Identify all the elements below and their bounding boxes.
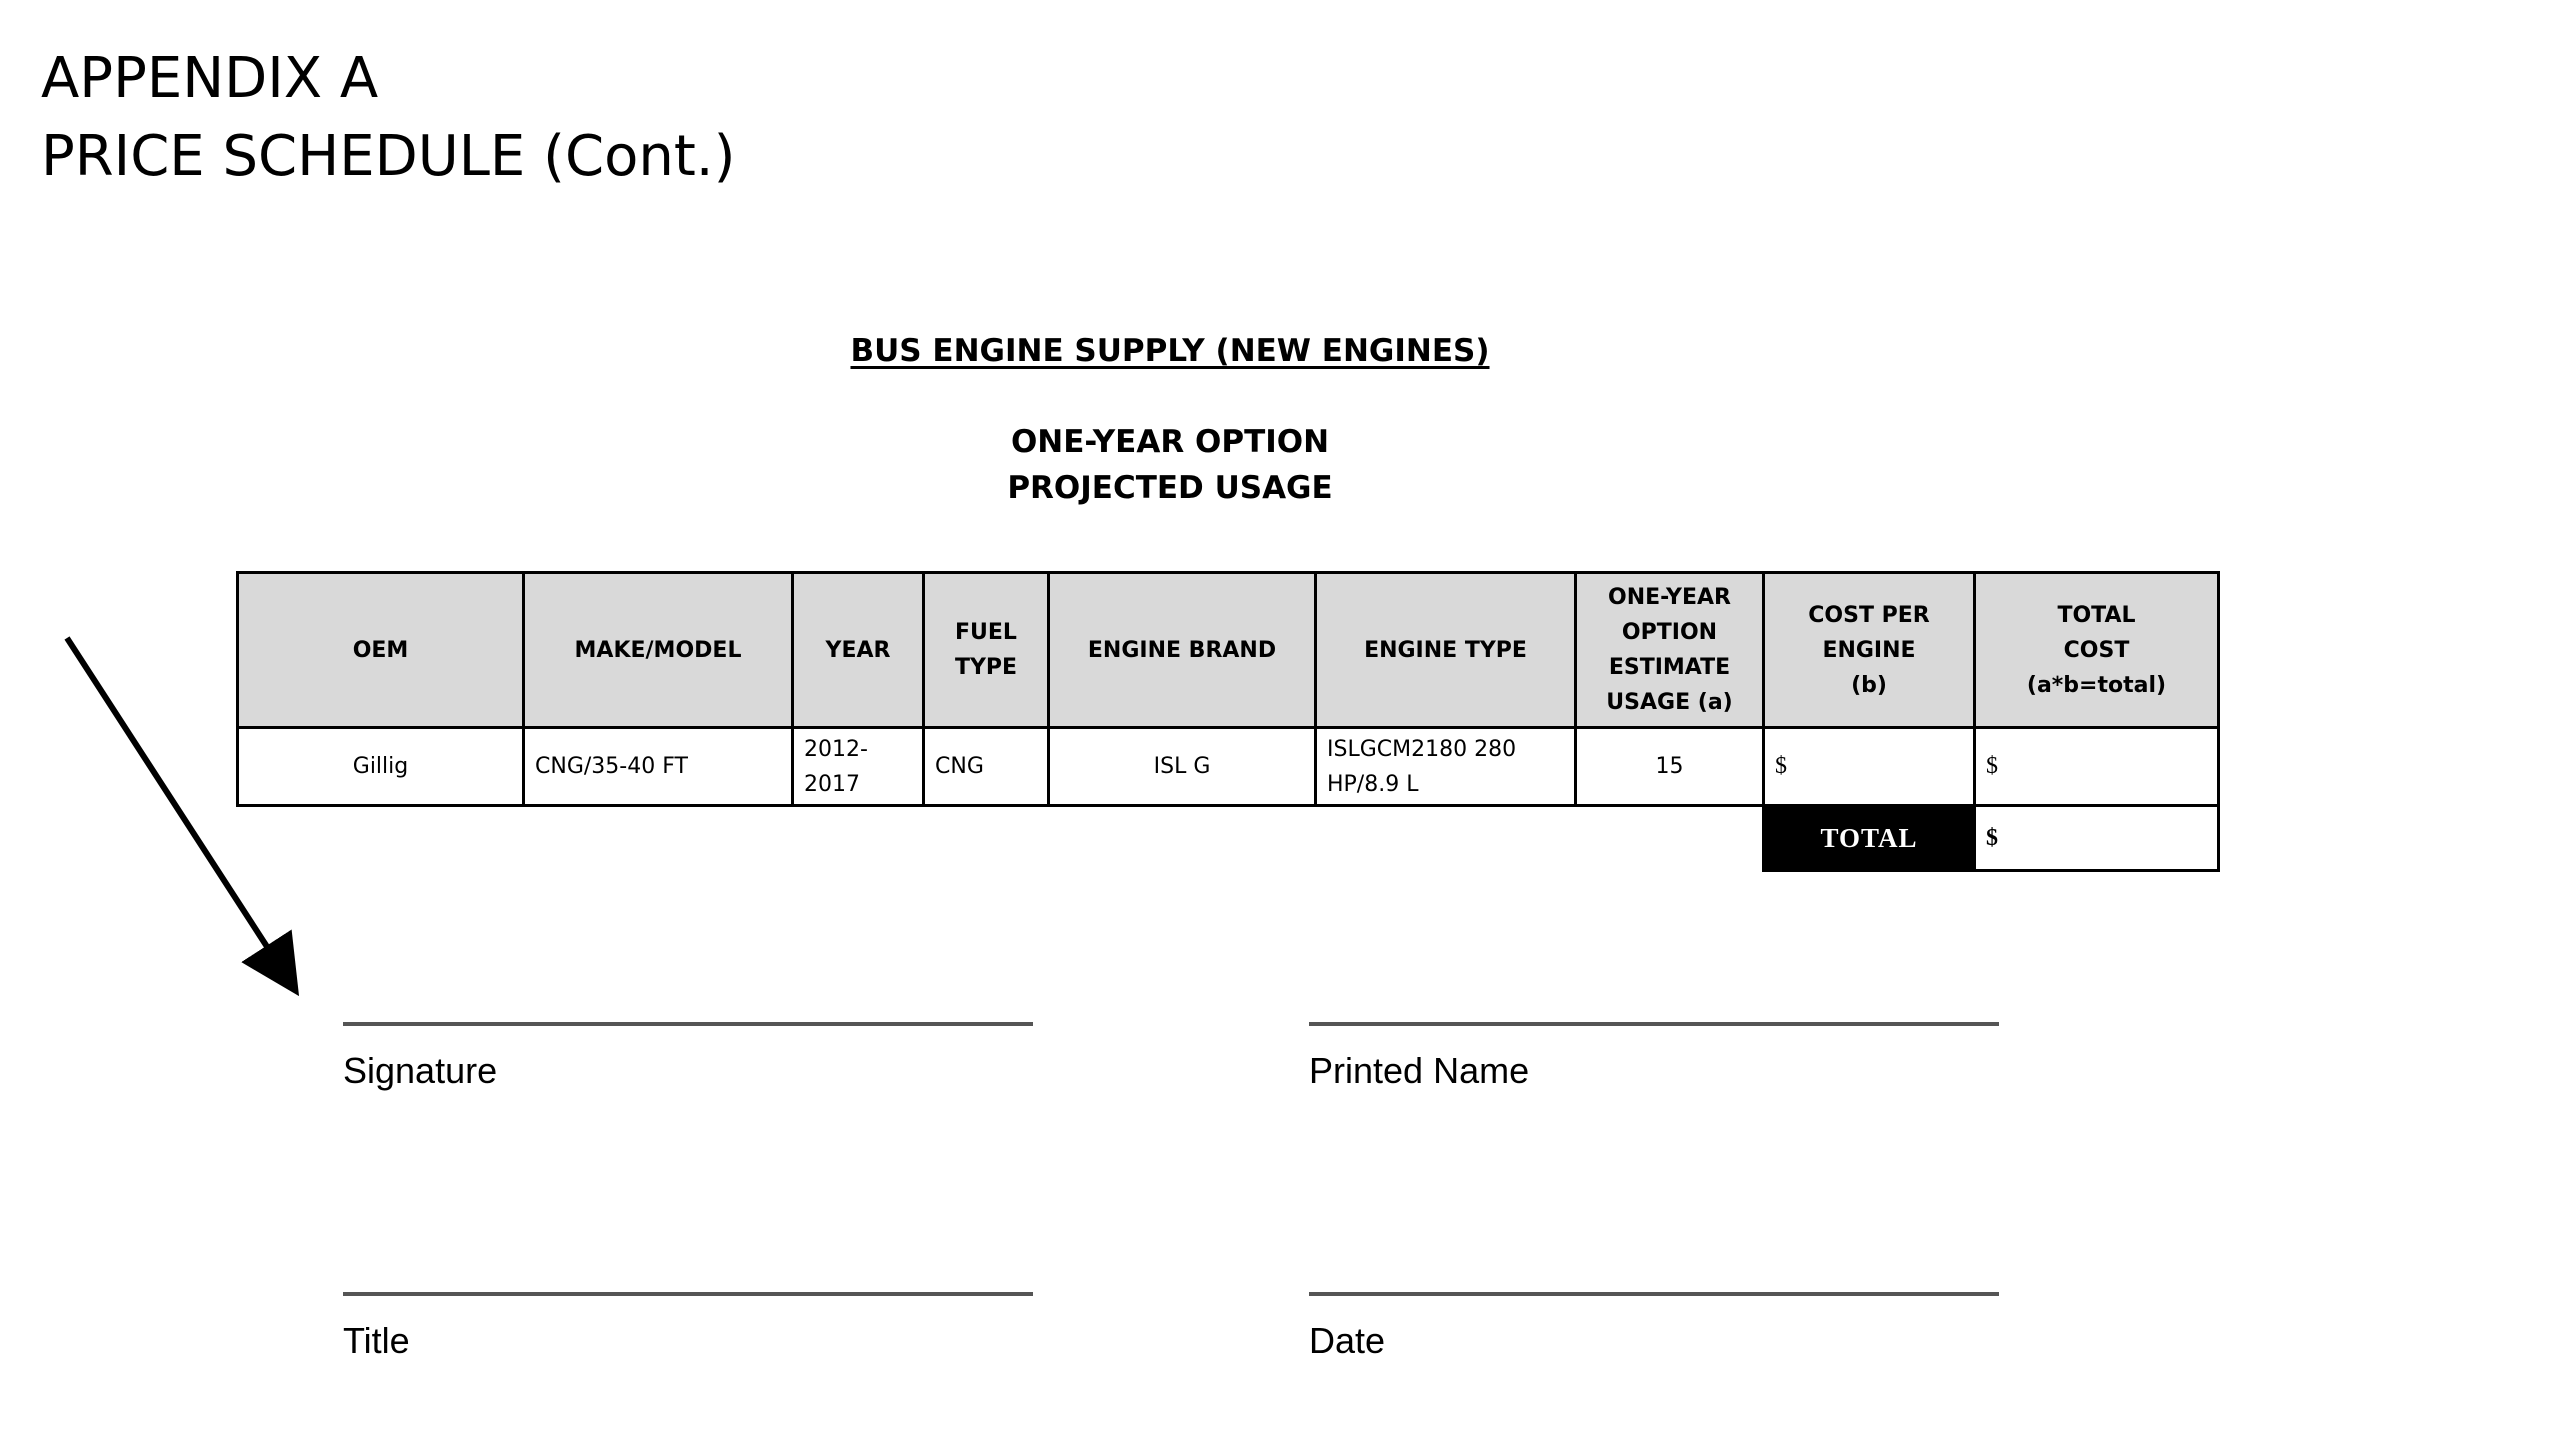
- date-field[interactable]: [1309, 1292, 1999, 1362]
- total-row: [238, 806, 2219, 871]
- col-header-engine-type: ENGINE TYPE: [1316, 573, 1576, 728]
- page-title: [41, 40, 735, 196]
- cell-make-model: CNG/35-40 FT: [524, 728, 793, 806]
- printed-name-line[interactable]: [1309, 1022, 1999, 1026]
- col-header-oem: OEM: [238, 573, 524, 728]
- col-header-engine-brand: ENGINE BRAND: [1049, 573, 1316, 728]
- col-header-make-model: MAKE/MODEL: [524, 573, 793, 728]
- signature-line[interactable]: [343, 1022, 1033, 1026]
- price-schedule-title: PRICE SCHEDULE (Cont.): [41, 124, 736, 189]
- price-schedule-table: [236, 571, 2220, 872]
- col-header-year: YEAR: [793, 573, 924, 728]
- printed-name-field[interactable]: [1309, 1022, 1999, 1092]
- cell-total-cost[interactable]: $: [1975, 728, 2219, 806]
- title-field[interactable]: [343, 1292, 1033, 1362]
- document-subheading-1: ONE-YEAR OPTION: [1010, 424, 1330, 460]
- title-label: Title: [343, 1320, 410, 1361]
- date-label: Date: [1309, 1320, 1386, 1361]
- cell-usage: 15: [1576, 728, 1764, 806]
- title-line[interactable]: [343, 1292, 1033, 1296]
- cell-cost-per-engine[interactable]: $: [1764, 728, 1975, 806]
- total-value[interactable]: $: [1975, 806, 2219, 871]
- cell-year: 2012- 2017: [793, 728, 924, 806]
- col-header-fuel-type: FUEL TYPE: [924, 573, 1049, 728]
- appendix-title: APPENDIX A: [41, 46, 379, 111]
- date-line[interactable]: [1309, 1292, 1999, 1296]
- signature-label: Signature: [343, 1050, 498, 1091]
- table-row: [238, 728, 2219, 806]
- total-label: TOTAL: [1764, 806, 1975, 871]
- col-header-usage: ONE-YEAR OPTION ESTIMATE USAGE (a): [1576, 573, 1764, 728]
- document-subheading-2: PROJECTED USAGE: [1007, 470, 1333, 506]
- cell-oem: Gillig: [238, 728, 524, 806]
- table-header-row: [238, 573, 2219, 728]
- col-header-total-cost: TOTAL COST (a*b=total): [1975, 573, 2219, 728]
- col-header-cost-per-engine: COST PER ENGINE (b): [1764, 573, 1975, 728]
- cell-fuel-type: CNG: [924, 728, 1049, 806]
- cell-engine-brand: ISL G: [1049, 728, 1316, 806]
- total-row-spacer: [238, 806, 1764, 871]
- signature-field[interactable]: [343, 1022, 1033, 1092]
- printed-name-label: Printed Name: [1309, 1050, 1530, 1091]
- cell-engine-type: ISLGCM2180 280 HP/8.9 L: [1316, 728, 1576, 806]
- document-heading: BUS ENGINE SUPPLY (NEW ENGINES): [850, 333, 1490, 369]
